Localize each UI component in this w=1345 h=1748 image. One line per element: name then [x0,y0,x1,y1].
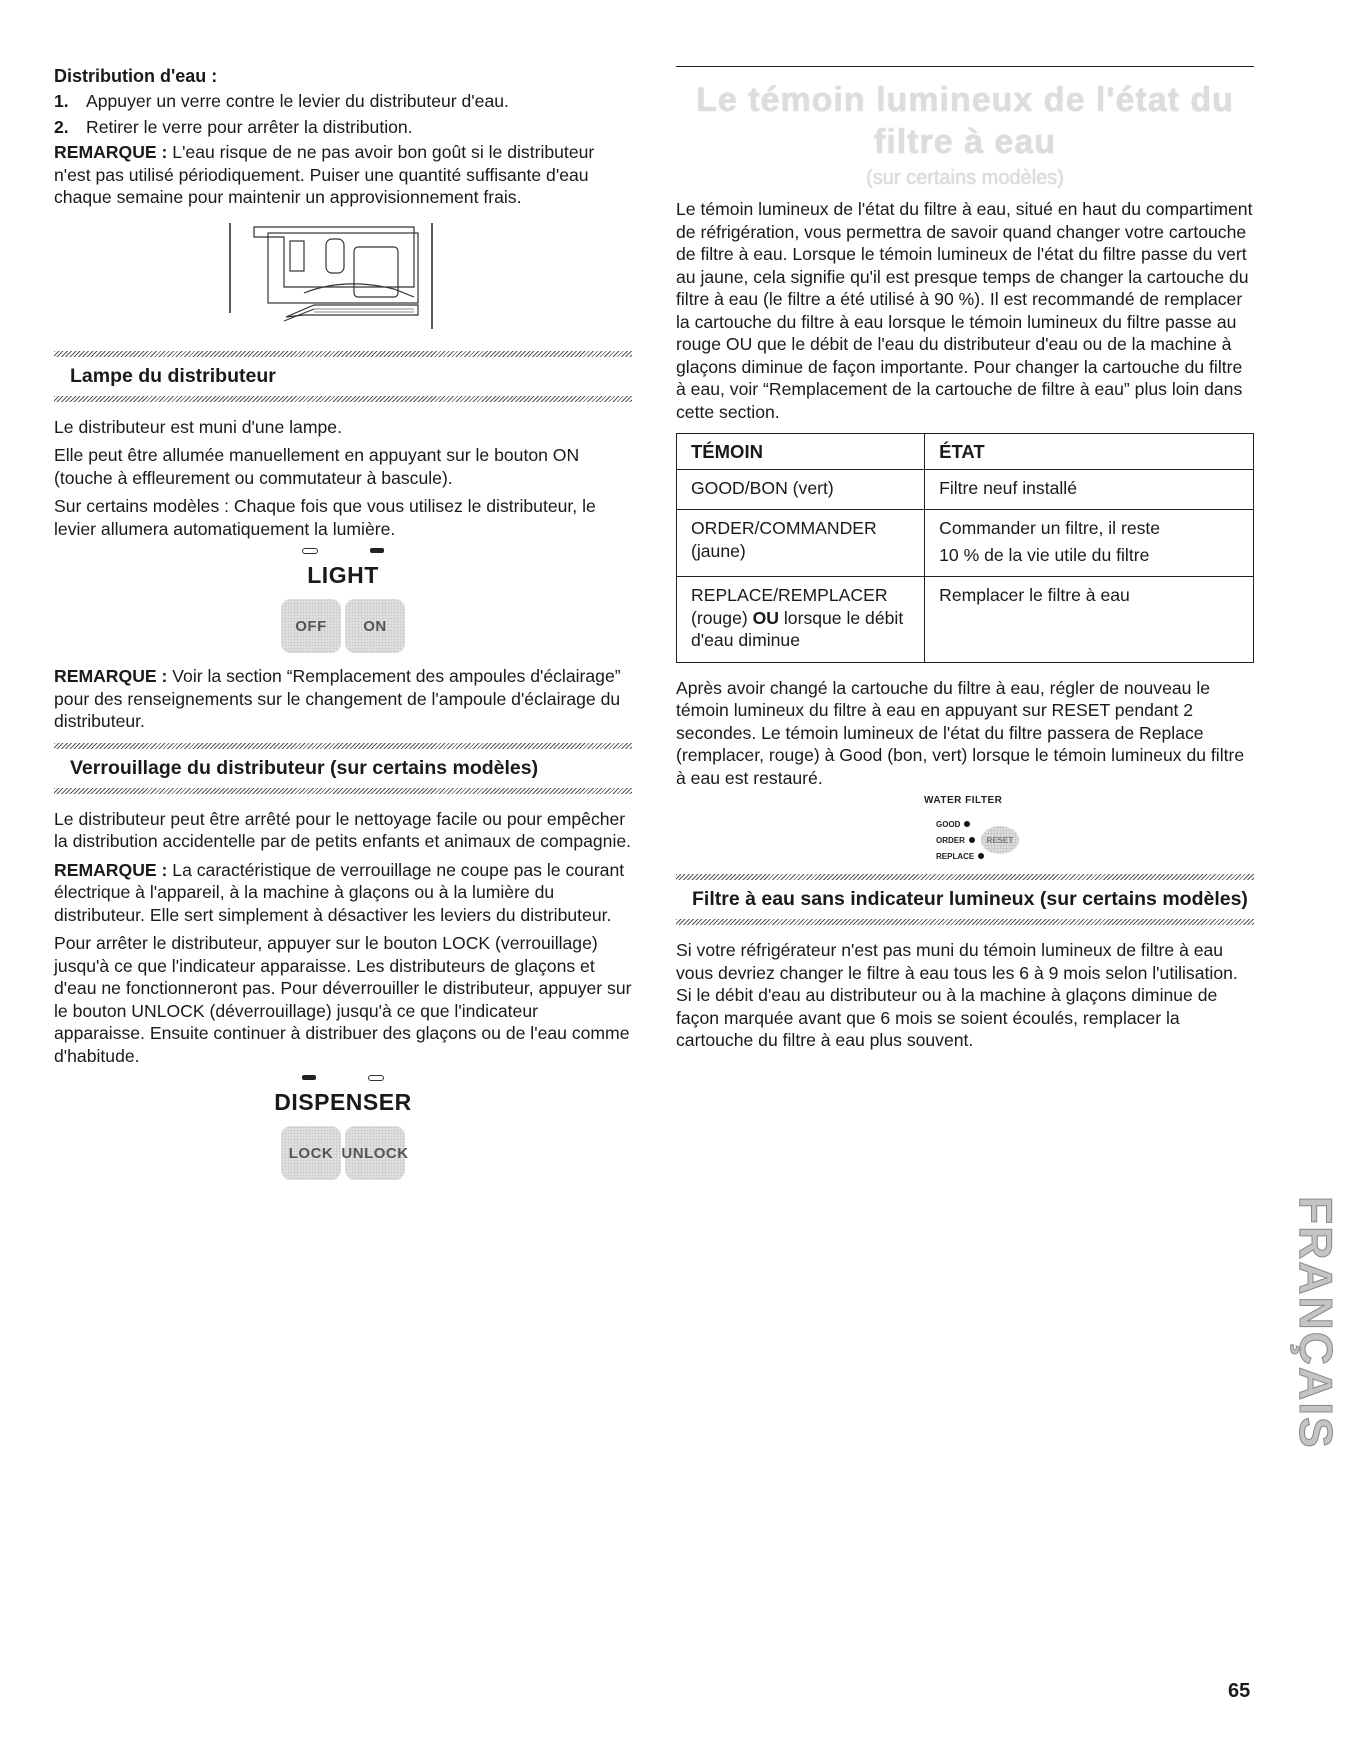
distribution-title: Distribution d'eau : [54,66,218,86]
cell-temoin: GOOD/BON (vert) [677,469,925,510]
wf-good-label: GOOD [936,819,961,829]
verrouillage-paragraph-1: Le distributeur peut être arrêté pour le nettoyage facile ou pour empêcher la distribution accidentelle par de petits enfants et animaux de compagnie. [54,808,632,851]
step-2 [54,116,632,139]
cell-temoin: ORDER/COMMANDER (jaune) [677,510,925,577]
step-number: 1. [54,91,69,111]
indicator-unlock-icon [368,1075,384,1081]
step-text: Retirer le verre pour arrêter la distribution. [86,116,413,137]
off-button: OFF [281,599,341,653]
distribution-note [54,141,632,209]
left-column [54,66,632,1192]
table-header-row [677,434,1254,470]
table-row [677,469,1254,510]
indicator-on-icon [370,548,384,553]
title-line-2: filtre à eau [873,123,1057,161]
table-row [677,577,1254,663]
unlock-button: UNLOCK [345,1126,405,1180]
verrouillage-note [54,859,632,927]
wf-order-row [910,832,1020,848]
lock-button: LOCK [281,1126,341,1180]
section-heading: Filtre à eau sans indicateur lumineux (sur certains modèles) [692,888,1248,910]
cell-etat-line-2: 10 % de la vie utile du filtre [939,544,1150,565]
light-panel-graphic [54,548,632,653]
wf-replace-label: REPLACE [936,851,975,861]
cell-etat [925,510,1254,577]
indicator-off-icon [302,548,318,554]
sans-indicateur-paragraph: Si votre réfrigérateur n'est pas muni du témoin lumineux de filtre à eau vous devriez changer le filtre à eau tous les 6 à 9 mois selon l'utilisation. Si le débit d'eau au distributeur ou à la machine à glaçons diminue de façon marquée avant que 6 mois se soient écoulés, remplacer la cartouche du filtre à eau plus souvent. [676,940,1238,1050]
step-1 [54,90,632,113]
verrouillage-paragraph-2: Pour arrêter le distributeur, appuyer sur le bouton LOCK (verrouillage) jusqu'à ce que l'indicateur apparaisse. Les distributeurs de glaçons et d'eau ne fonctionneront pas. Pour déverrouiller le distributeur, appuyer sur le bouton UNLOCK (déverrouillage) jusqu'à ce que l'indicateur apparaisse. Ensuite continuer à distribuer des glaçons ou de l'eau comme d'habitude. [54,933,632,1066]
divider [54,788,632,794]
dispenser-illustration [54,217,632,337]
panel-title: DISPENSER [274,1089,412,1115]
lampe-paragraph-3: Sur certains modèles : Chaque fois que vous utilisez le distributeur, le levier allumera automatiquement la lumière. [54,496,596,539]
indicator-marks [54,548,632,556]
note-text: La caractéristique de verrouillage ne coupe pas le courant électrique à l'appareil, à la machine à glaçons ou à la lumière du distributeur. Elle sert simplement à désactiver les leviers du distributeur. [54,859,625,925]
cell-etat: Remplacer le filtre à eau [925,577,1254,663]
step-text: Appuyer un verre contre le levier du distributeur d'eau. [86,91,509,111]
section-heading: Lampe du distributeur [70,364,276,387]
order-indicator-icon [969,837,975,843]
cell-temoin-emphasis: OU [752,607,779,628]
divider [676,919,1254,925]
note-text: L'eau risque de ne pas avoir bon goût si le distributeur n'est pas utilisé périodiquement. Puiser une quantité suffisante d'eau chaque semaine pour maintenir un approvisionnement frais. [54,142,595,207]
verrouillage-heading-block [54,743,632,794]
status-table [676,433,1254,663]
panel-title: LIGHT [307,562,379,588]
cell-temoin-part: lorsque le débit d'eau diminue [691,607,904,650]
dispenser-panel-graphic [54,1075,632,1180]
column-header-etat: ÉTAT [925,434,1254,470]
lampe-paragraph-1: Le distributeur est muni d'une lampe. [54,416,342,437]
language-tab: FRANÇAIS [1290,1196,1342,1450]
lampe-paragraph-2: Elle peut être allumée manuellement en appuyant sur le bouton ON (touche à effleurement ou commutateur à bascule). [54,445,580,488]
wf-order-label: ORDER [936,835,965,845]
filter-intro: Le témoin lumineux de l'état du filtre à eau, situé en haut du compartiment de réfrigération, vous permettra de savoir quand changer votre cartouche de filtre à eau. Lorsque le témoin lumineux de l'état du filtre passe du vert au jaune, cela signifie qu'il est presque temps de changer la cartouche du filtre à eau (le filtre a été utilisé à 90 %). Il est recommandé de remplacer la cartouche du filtre à eau lorsque le témoin lumineux du filtre passe au rouge OU que le débit de l'eau du distributeur d'eau ou de la machine à glaçons diminue de façon importante. Pour changer la cartouche du filtre à eau, voir “Remplacement de la cartouche de filtre à eau” plus loin dans cette section. [676,199,1253,422]
section-title [676,79,1254,163]
note-label: REMARQUE : [54,142,168,162]
water-filter-label: WATER FILTER [924,795,1003,806]
panel-buttons [54,1126,632,1180]
note-label: REMARQUE : [54,666,168,686]
step-number: 2. [54,116,69,137]
glass-on-lever-icon [54,217,632,337]
divider [54,396,632,402]
cell-etat-line-1: Commander un filtre, il reste [939,518,1161,538]
reset-button: RESET [981,826,1019,854]
table-row [677,510,1254,577]
water-filter-panel-graphic [910,795,1020,864]
lampe-note [54,665,632,733]
page-number: 65 [1228,1680,1251,1702]
note-label: REMARQUE : [54,859,168,880]
top-rule [676,66,1254,67]
on-button: ON [345,599,405,653]
section-heading: Verrouillage du distributeur (sur certains modèles) [70,756,539,779]
cell-temoin-part: REPLACE/REMPLACER (rouge) [691,585,888,628]
cell-etat: Filtre neuf installé [925,469,1254,510]
right-column [676,66,1254,1058]
column-header-temoin: TÉMOIN [677,434,925,470]
sans-indicateur-heading-block [676,874,1254,925]
cell-temoin [677,577,925,663]
good-indicator-icon [964,821,970,827]
indicator-lock-icon [302,1075,316,1080]
replace-indicator-icon [978,853,984,859]
title-line-1: Le témoin lumineux de l'état du [696,81,1234,119]
section-subtitle: (sur certains modèles) [866,167,1064,189]
indicator-marks [54,1075,632,1083]
panel-buttons [54,599,632,653]
filter-reset-paragraph: Après avoir changé la cartouche du filtre à eau, régler de nouveau le témoin lumineux du filtre à eau en appuyant sur RESET pendant 2 secondes. Le témoin lumineux de l'état du filtre passera de Replace (remplacer, rouge) à Good (bon, vert) lorsque le témoin lumineux du filtre à eau est restauré. [676,677,1245,788]
note-text: Voir la section “Remplacement des ampoules d'éclairage” pour des renseignements sur le changement de l'ampoule d'éclairage du distributeur. [54,666,621,731]
lampe-heading-block [54,351,632,402]
